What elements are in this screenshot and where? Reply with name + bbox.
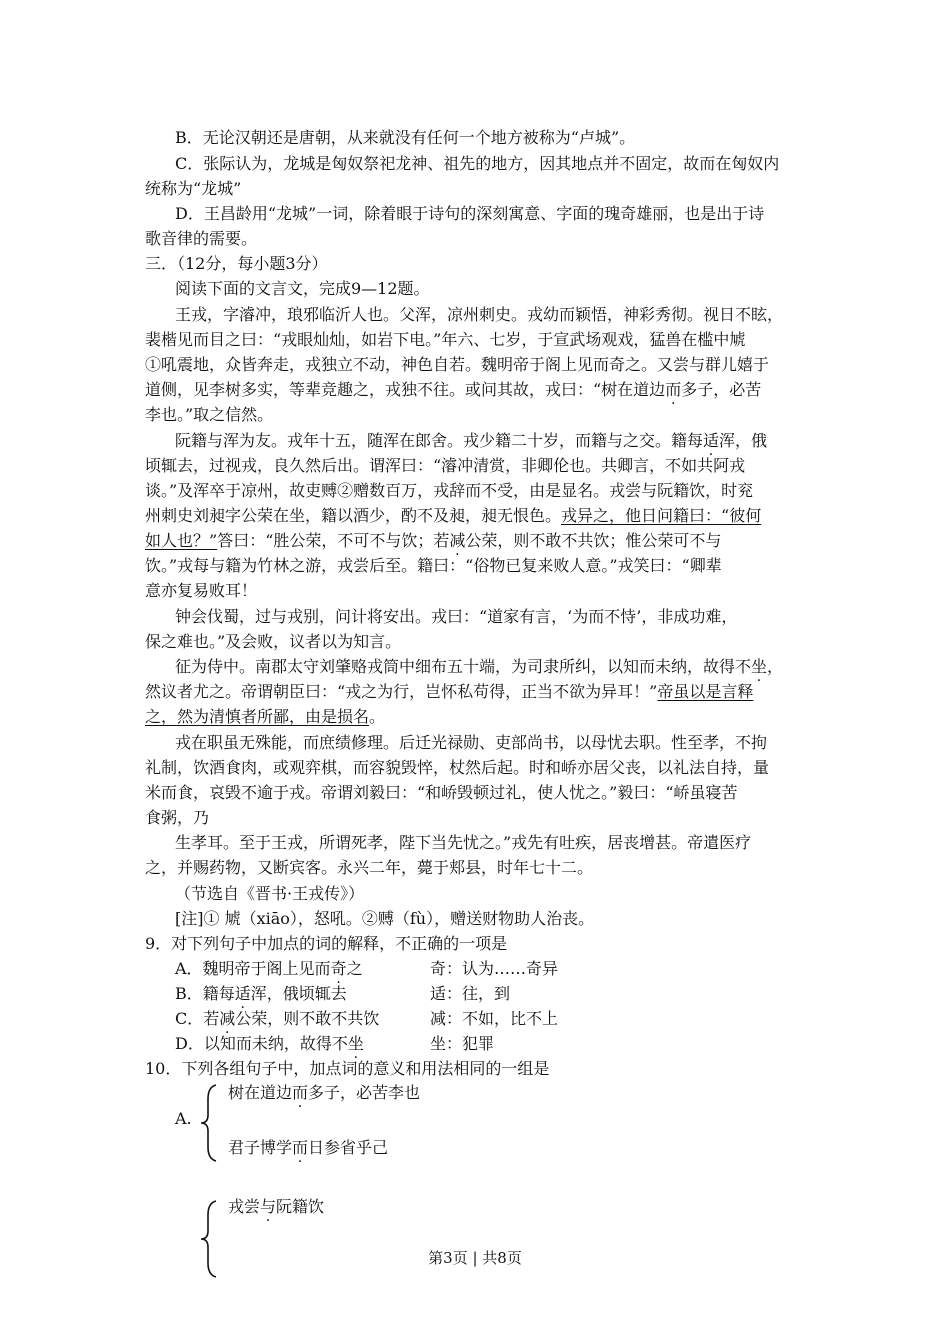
passage-p5-l6: 之，并赐药物，又断宾客。永兴二年，薨于郏县，时年七十二。: [145, 858, 594, 877]
option-text: 树在道边: [228, 1083, 293, 1102]
passage-source: （节选自《晋书·王戎传》）: [175, 884, 365, 903]
option-text: 浑，俄顷辄去: [250, 984, 347, 1003]
dotted-word: 坐: [751, 657, 768, 676]
passage-p5-l3: 米而食，哀毁不逾于戎。帝谓刘毅曰：“和峤毁顿过礼，使人忧之。”毅曰：“峤虽寝苦: [145, 783, 738, 802]
section-3-header: 三．（12分，每小题3分）: [145, 254, 328, 273]
passage-p4-l3: [145, 706, 385, 728]
underlined-sentence: 戎异之，他日问籍曰：“彼何: [561, 506, 762, 525]
passage-p5-l5: 生孝耳。至于王戎，所谓死孝，陛下当先忧之。”戎先有吐疾，居丧增甚。帝遣医疗: [175, 833, 752, 852]
option-text: B．籍每: [175, 984, 235, 1003]
passage-text: 公荣，则不敢不共饮；惟公荣可不与: [465, 531, 722, 550]
passage-p2-l6: 饮。”戎每与籍为竹林之游，戎尝后至。籍曰：“俗物已复来败人意。”戎笑曰：“卿辈: [145, 556, 722, 575]
dotted-word: 与: [260, 1197, 277, 1216]
passage-note: [注]① 虓（xiāo），怒吼。②赙（fù），赠送财物助人治丧。: [175, 909, 595, 928]
passage-text: 多子，必苦: [681, 380, 762, 399]
option-8d-line1: D．王昌龄用“龙城”一词，除着眼于诗句的深刻寓意、字面的瑰奇雄丽，也是出于诗: [175, 204, 765, 223]
question-9-option-b: [175, 983, 347, 1005]
underlined-sentence: 之，然为清慎者所鄙，由是损名: [145, 707, 370, 726]
question-9-gloss-c: 减：不如，比不上: [430, 1009, 559, 1028]
passage-p2-l2: 顷辄去，过视戎，良久然后出。谓浑曰：“濬冲清赏，非卿伦也。共卿言，不如共阿戎: [145, 456, 746, 475]
passage-p1-l3: ①吼震地，众皆奔走，戎独立不动，神色自若。魏明帝于阁上见而奇之。又尝与群儿嬉于: [145, 355, 770, 374]
underlined-sentence: 帝虽以是言释: [657, 682, 754, 701]
option-8c-line1: C．张际认为，龙城是匈奴祭祀龙神、祖先的地方，因其地点并不固定，故而在匈奴内: [175, 154, 780, 173]
dotted-word: 适: [703, 431, 720, 450]
passage-text: 浑，俄: [719, 431, 768, 450]
page-footer: 第3页 | 共8页: [428, 1249, 522, 1267]
option-text: A．魏明帝于阁上见而: [175, 959, 331, 978]
option-8b: B．无论汉朝还是唐朝，从来就没有任何一个地方被称为“卢城”。: [175, 128, 636, 147]
option-text: 戎尝: [228, 1197, 261, 1216]
question-10-stem: 10．下列各组句子中，加点词的意义和用法相同的一组是: [145, 1059, 550, 1078]
passage-text: ，: [767, 657, 784, 676]
dotted-word: 而: [292, 1083, 309, 1102]
passage-p3-l1: 钟会伐蜀，过与戎别，问计将安出。戎曰：“道家有言，‘为而不恃’，非成功难，: [175, 607, 738, 626]
option-text: 公荣，则不敢不共饮: [235, 1009, 380, 1028]
passage-p5-l4: 食粥，乃: [145, 808, 210, 827]
passage-p2-l1: [175, 430, 767, 452]
passage-p2-l3: 谈。”及浑卒于凉州，故吏赙②赠数百万，戎辞而不受，由是显名。戎尝与阮籍饮，时兖: [145, 481, 754, 500]
question-9-option-a: [175, 958, 363, 980]
option-text: 阮籍饮: [276, 1197, 325, 1216]
passage-p4-l1: [175, 656, 783, 678]
passage-p1-l5: 李也。”取之信然。: [145, 405, 274, 424]
passage-text: 答曰：“胜公荣，不可不与饮；若: [217, 531, 450, 550]
dotted-word: 减: [449, 531, 466, 550]
question-9-gloss-d: 坐：犯罪: [430, 1034, 495, 1053]
question-9-option-c: [175, 1008, 379, 1030]
passage-text: 道侧，见李树多实，等辈竞趣之，戎独不往。或问其故，戎曰：“树在道边: [145, 380, 666, 399]
option-text: 之: [346, 959, 363, 978]
option-8d-line2: 歌音律的需要。: [145, 229, 258, 248]
passage-p1-l2: 裴楷见而目之曰：“戎眼灿灿，如岩下电。”年六、七岁，于宣武场观戏，猛兽在槛中虓: [145, 330, 746, 349]
question-9-gloss-b: 适：往，到: [430, 984, 511, 1003]
dotted-word: 坐: [347, 1034, 364, 1053]
question-10-b-sentence-1: [228, 1196, 324, 1218]
option-text: 多子，必苦李也: [308, 1083, 421, 1102]
passage-text: 。: [369, 707, 386, 726]
passage-p1-l4: [145, 379, 761, 401]
passage-p5-l2: 礼制，饮酒食肉，或观弈棋，而容貌毁悴，杖然后起。时和峤亦居父丧，以礼法自持，量: [145, 758, 770, 777]
passage-p1-l1: 王戎，字濬冲，琅邪临沂人也。父浑，凉州刺史。戎幼而颖悟，神彩秀彻。视日不眩，: [175, 305, 784, 324]
option-text: D．以知而未纳，故得不: [175, 1034, 348, 1053]
dotted-word: 而: [665, 380, 682, 399]
passage-p2-l4: [145, 505, 761, 527]
question-9-gloss-a: 奇：认为……奇异: [430, 959, 559, 978]
dotted-word: 而: [292, 1138, 309, 1157]
passage-p4-l2: [145, 681, 753, 703]
underlined-sentence: 如人也？”: [145, 531, 218, 550]
question-9-stem: 9．对下列句子中加点的词的解释，不正确的一项是: [145, 934, 508, 953]
option-8c-line2: 统称为“龙城”: [145, 179, 242, 198]
option-text: 日参省乎己: [308, 1138, 389, 1157]
option-text: C．若: [175, 1009, 220, 1028]
passage-text: 然议者尤之。帝谓朝臣曰：“戎之为行，岂怀私苟得，正当不欲为异耳！”: [145, 682, 658, 701]
passage-text: 阮籍与浑为友。戎年十五，随浑在郎舍。戎少籍二十岁，而籍与之交。籍每: [175, 431, 704, 450]
dotted-word: 适: [234, 984, 251, 1003]
dotted-word: 奇: [330, 959, 347, 978]
passage-p2-l5: [145, 530, 721, 552]
question-10-a-label: A.: [175, 1109, 192, 1128]
section-3-instruction: 阅读下面的文言文，完成9—12题。: [175, 279, 430, 298]
question-10-a-sentence-2: [228, 1137, 388, 1159]
passage-text: 征为侍中。南郡太守刘肇赂戎筒中细布五十端，为司隶所纠，以知而未纳，故得不: [175, 657, 752, 676]
passage-p5-l1: 戎在职虽无殊能，而庶绩修理。后迁光禄勋、吏部尚书，以母忧去职。性至孝，不拘: [175, 733, 768, 752]
dotted-word: 减: [219, 1009, 236, 1028]
option-text: 君子博学: [228, 1138, 293, 1157]
passage-p3-l2: 保之难也。”及会败，议者以为知言。: [145, 632, 402, 651]
passage-p2-l7: 意亦复易败耳！: [145, 581, 258, 600]
passage-text: 州刺史刘昶字公荣在坐，籍以酒少，酌不及昶，昶无恨色。: [145, 506, 562, 525]
question-9-option-d: [175, 1033, 364, 1055]
question-10-a-sentence-1: [228, 1082, 420, 1104]
curly-brace-icon: [198, 1083, 220, 1163]
